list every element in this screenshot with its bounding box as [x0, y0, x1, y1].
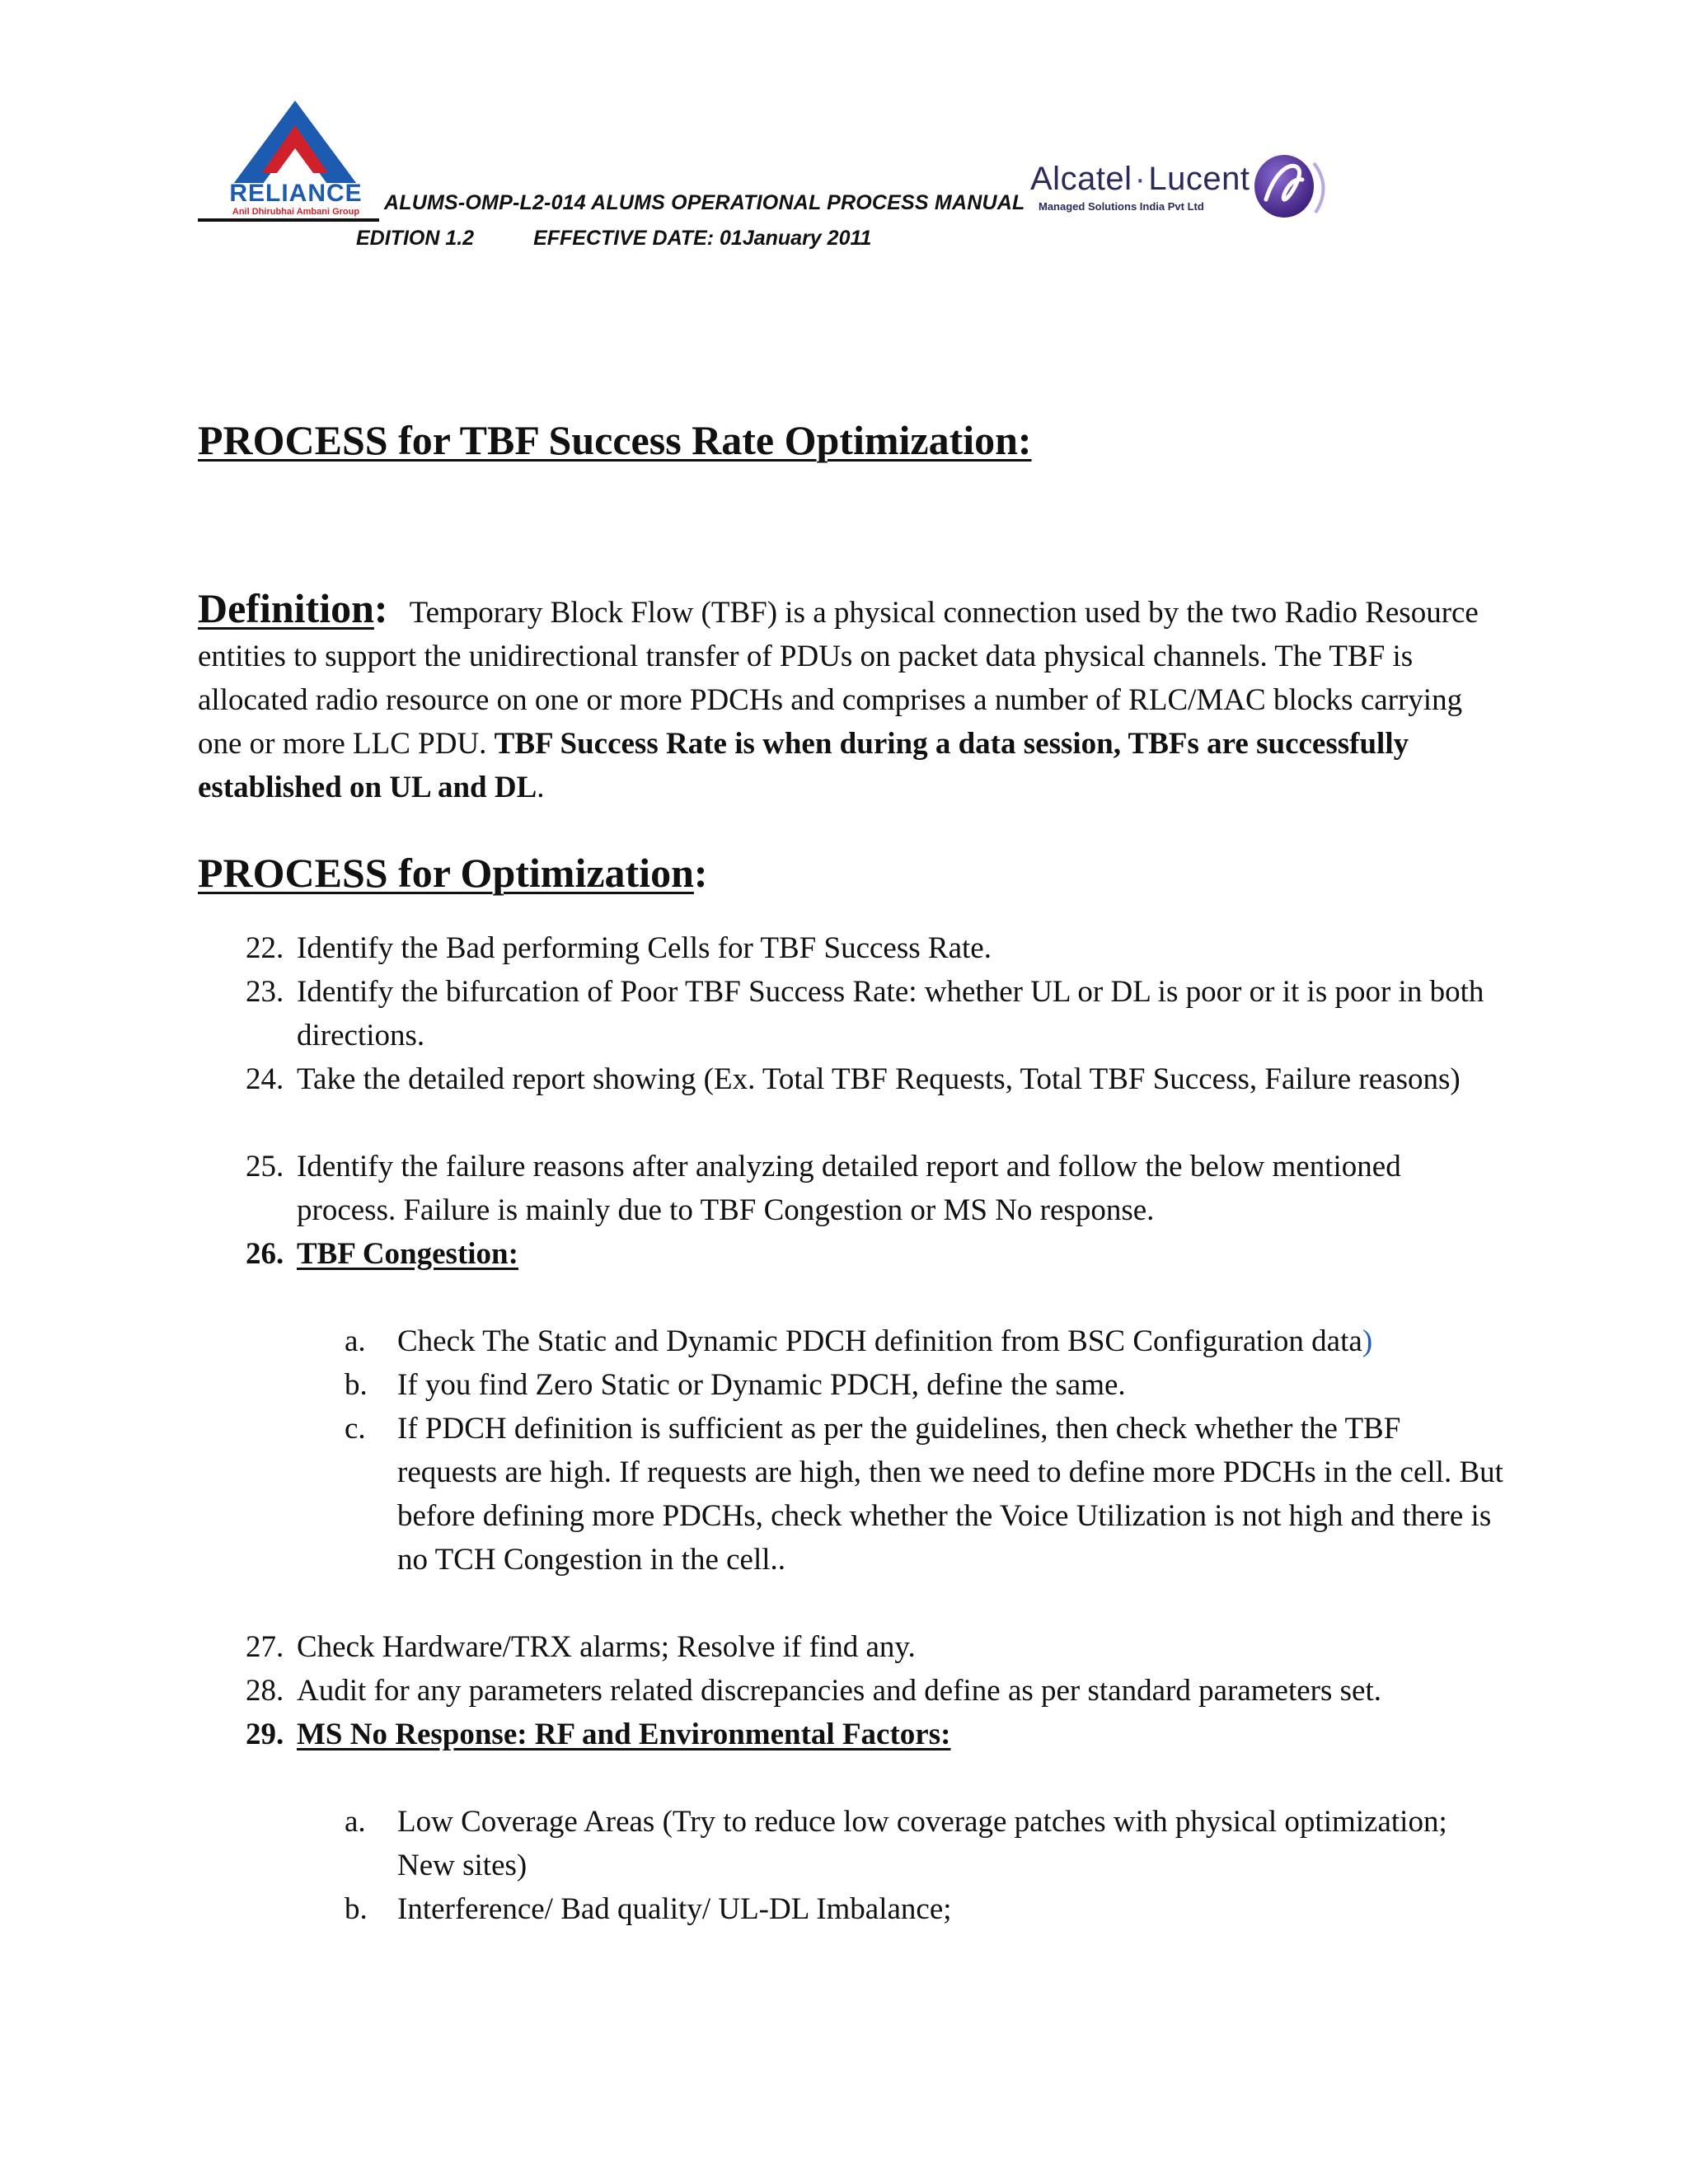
sub-list-text: If you find Zero Static or Dynamic PDCH, define the same. [397, 1368, 1126, 1402]
reliance-logo [213, 97, 377, 219]
section-heading-tbf-congestion: TBF Congestion: [297, 1237, 518, 1271]
list-number: 27. [246, 1630, 284, 1664]
manual-title: ALUMS-OMP-L2-014 ALUMS OPERATIONAL PROCESS MANUAL [384, 191, 1025, 214]
definition-end: . [537, 771, 545, 804]
definition-text: Temporary Block Flow (TBF) is a physical connection used by the two Radio Resource entities to support the unidirectional transfer of PDUs on packet data physical channels. The TBF is allocated radio resource on one or more PDCHs and comprises a number of RLC/MAC blocks carrying one or more LLC PDU. [198, 596, 1479, 761]
process-heading [198, 849, 708, 897]
reliance-logo-subtext: Anil Dhirubhai Ambani Group [232, 207, 360, 217]
list-text: Audit for any parameters related discrepancies and define as per standard parameters set. [297, 1674, 1381, 1708]
sub-list-letter: a. [345, 1324, 366, 1358]
sub-list-letter: b. [345, 1892, 368, 1926]
list-text: Identify the Bad performing Cells for TBF Success Rate. [297, 931, 992, 965]
sub-list-letter: c. [345, 1412, 366, 1446]
definition-label-text: Definition [198, 585, 374, 631]
list-number: 28. [246, 1674, 284, 1708]
list-number: 22. [246, 931, 284, 965]
list-text: Identify the bifurcation of Poor TBF Success Rate: whether UL or DL is poor or it is poor in both directions. [297, 975, 1484, 1052]
definition-label [198, 585, 388, 631]
list-number: 23. [246, 975, 284, 1009]
section-heading-ms-no-response: MS No Response: RF and Environmental Factors: [297, 1718, 951, 1751]
definition-colon: : [373, 585, 388, 631]
header-rule [198, 218, 379, 222]
sub-list-text: Check The Static and Dynamic PDCH definition from BSC Configuration data [397, 1324, 1362, 1358]
page-title: PROCESS for TBF Success Rate Optimization: [198, 417, 1032, 463]
alcatel-lucent-logo-icon [1251, 152, 1325, 221]
effective-date: EFFECTIVE DATE: 01January 2011 [533, 227, 872, 250]
lucent-word: Lucent [1148, 161, 1250, 197]
list-number: 25. [246, 1150, 284, 1183]
edition: EDITION 1.2 [356, 227, 475, 250]
list-text: Take the detailed report showing (Ex. Total TBF Requests, Total TBF Success, Failure reasons) [297, 1062, 1461, 1096]
definition-paragraph [198, 587, 1500, 809]
process-heading-text: PROCESS for Optimization [198, 850, 694, 896]
sub-list-text: Interference/ Bad quality/ UL-DL Imbalance; [397, 1892, 952, 1926]
process-heading-colon: : [693, 850, 708, 896]
sub-list-text: Low Coverage Areas (Try to reduce low coverage patches with physical optimization; New sites) [397, 1805, 1447, 1882]
brand-dot: · [1134, 161, 1146, 197]
alcatel-word: Alcatel [1030, 161, 1132, 197]
sub-list-letter: b. [345, 1368, 368, 1402]
sub-list-text: If PDCH definition is sufficient as per the guidelines, then check whether the TBF requests are high. If requests are high, then we need to define more PDCHs in the cell. But before defining more PDCHs, check whether the Voice Utilization is not high and there is no TCH Congestion in the cell.. [397, 1412, 1503, 1577]
edition-line [356, 227, 871, 251]
definition-bold-text: TBF Success Rate is when during a data session, TBFs are successfully established on UL and DL [198, 727, 1409, 804]
alcatel-subtitle: Managed Solutions India Pvt Ltd [1039, 200, 1204, 213]
list-text: Check Hardware/TRX alarms; Resolve if find any. [297, 1630, 916, 1664]
list-number: 26. [246, 1237, 284, 1271]
alcatel-lucent-wordmark [1030, 161, 1250, 198]
reliance-logo-text: RELIANCE [229, 180, 363, 207]
list-number: 24. [246, 1062, 284, 1096]
list-text: Identify the failure reasons after analyzing detailed report and follow the below mentioned process. Failure is mainly due to TBF Congestion or MS No response. [297, 1150, 1401, 1227]
sub-list-trail: ) [1362, 1324, 1373, 1358]
list-number: 29. [246, 1718, 284, 1751]
sub-list-letter: a. [345, 1805, 366, 1839]
